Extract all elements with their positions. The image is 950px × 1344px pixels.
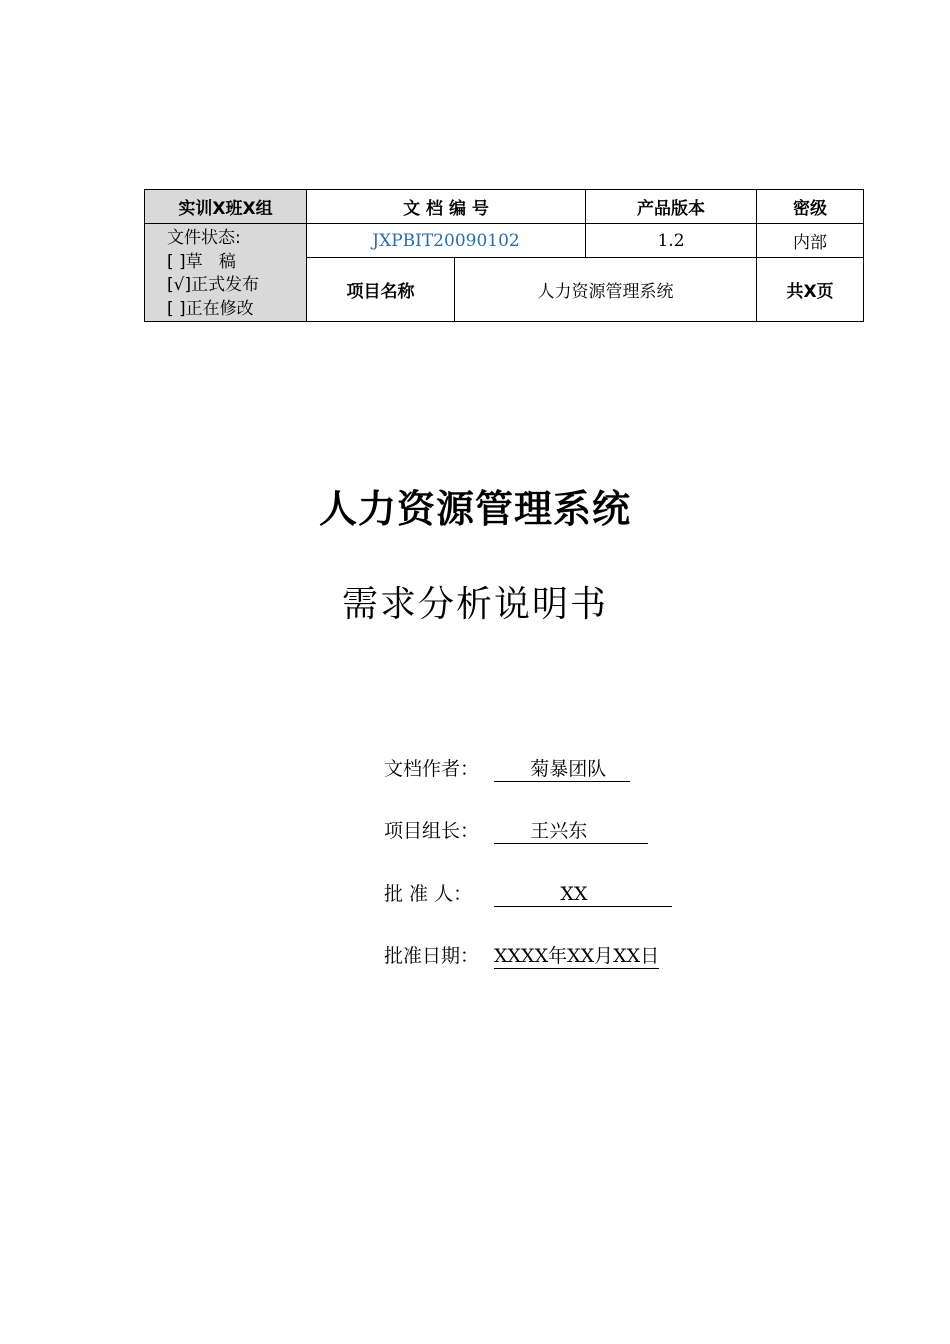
info-row-leader (384, 816, 648, 846)
document-subtitle: 需求分析说明书 (341, 584, 608, 625)
doc-no-value: JXPBIT20090102 (307, 224, 586, 258)
info-label: 批准日期： (384, 945, 480, 967)
status-option-released: [√]正式发布 (167, 275, 260, 295)
version-label: 产品版本 (586, 190, 757, 224)
project-name-label: 项目名称 (307, 258, 455, 322)
file-status-title: 文件状态: (167, 228, 241, 248)
info-label: 项目组长： (384, 820, 480, 842)
status-option-draft: [ ]草 稿 (167, 251, 236, 272)
info-value: 王兴东 (494, 820, 648, 842)
status-option-modifying: [ ]正在修改 (167, 298, 254, 319)
info-value: XXXX年XX月XX日 (494, 945, 660, 967)
document-title: 人力资源管理系统 (318, 487, 631, 531)
security-value: 内部 (757, 224, 864, 258)
info-label: 文档作者： (384, 758, 480, 780)
page-count: 共X页 (757, 258, 864, 322)
info-value: 菊暴团队 (494, 758, 631, 780)
doc-no-label: 文 档 编 号 (307, 190, 586, 224)
version-value: 1.2 (586, 224, 757, 258)
document-header-table (144, 189, 864, 322)
group-cell: 实训X班X组 (145, 190, 307, 224)
info-value: XX (494, 883, 673, 905)
info-row-approval-date (384, 941, 659, 971)
info-row-approver (384, 879, 672, 909)
file-status-cell (145, 224, 307, 322)
info-label: 批 准 人： (384, 883, 473, 905)
security-label: 密级 (757, 190, 864, 224)
project-name-value: 人力资源管理系统 (455, 258, 757, 322)
info-row-author (384, 754, 630, 784)
